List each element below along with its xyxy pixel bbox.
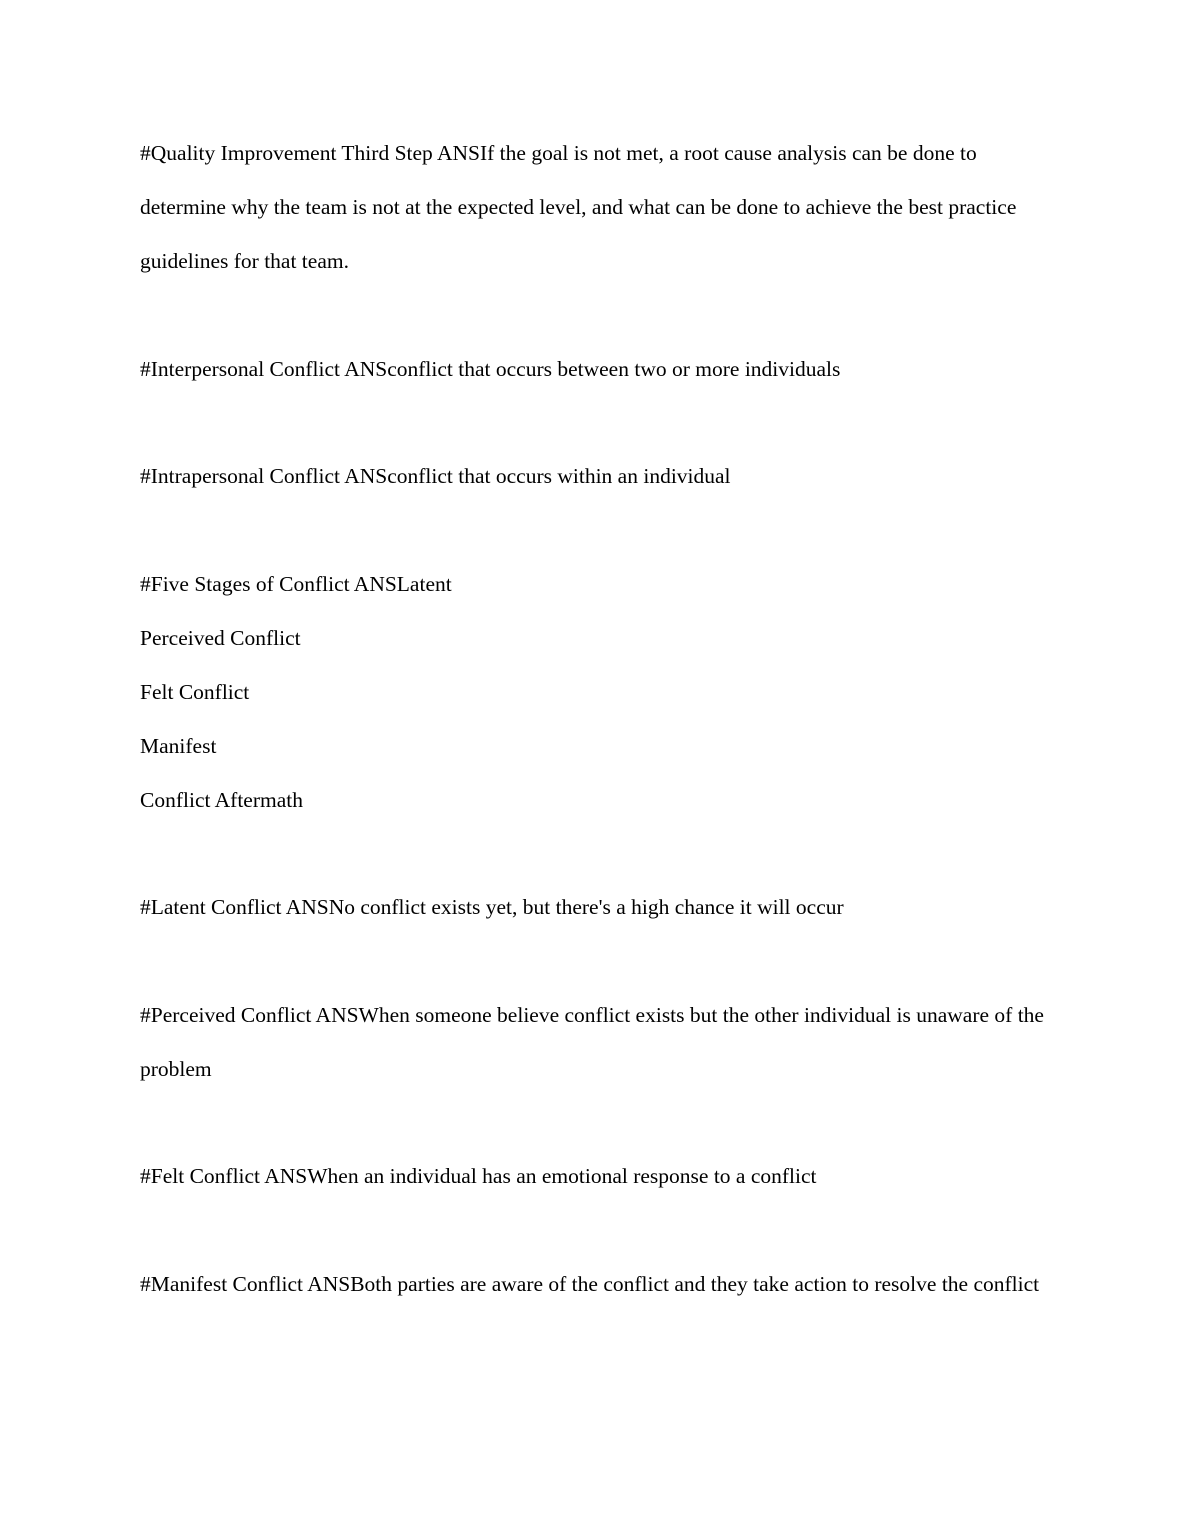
entry-intrapersonal-conflict: #Intrapersonal Conflict ANSconflict that occurs within an individual [140,464,731,488]
five-stages-line: #Five Stages of Conflict ANSLatent [140,571,452,596]
five-stages-line: Manifest [140,733,217,758]
entry-interpersonal-conflict: #Interpersonal Conflict ANSconflict that occurs between two or more individuals [140,356,841,381]
entry-manifest-conflict: #Manifest Conflict ANSBoth parties are aware of the conflict and they take action to resolve the conflict [140,1271,1040,1296]
entry-latent-conflict: #Latent Conflict ANSNo conflict exists yet, but there's a high chance it will occur [140,895,844,919]
entry-perceived-conflict: #Perceived Conflict ANSWhen someone believe conflict exists but the other individual is unaware of the problem [140,1002,1044,1081]
five-stages-line: Perceived Conflict [140,625,301,650]
entry-five-stages-of-conflict [140,557,1052,827]
document-body [140,126,1052,1364]
entry-quality-improvement-third-step: #Quality Improvement Third Step ANSIf the goal is not met, a root cause analysis can be done to determine why the team is not at the expected level, and what can be done to achieve the best practice guidelines for that team. [140,141,1017,273]
five-stages-line: Felt Conflict [140,679,250,704]
five-stages-line: Conflict Aftermath [140,787,304,812]
entry-felt-conflict: #Felt Conflict ANSWhen an individual has an emotional response to a conflict [140,1164,817,1188]
